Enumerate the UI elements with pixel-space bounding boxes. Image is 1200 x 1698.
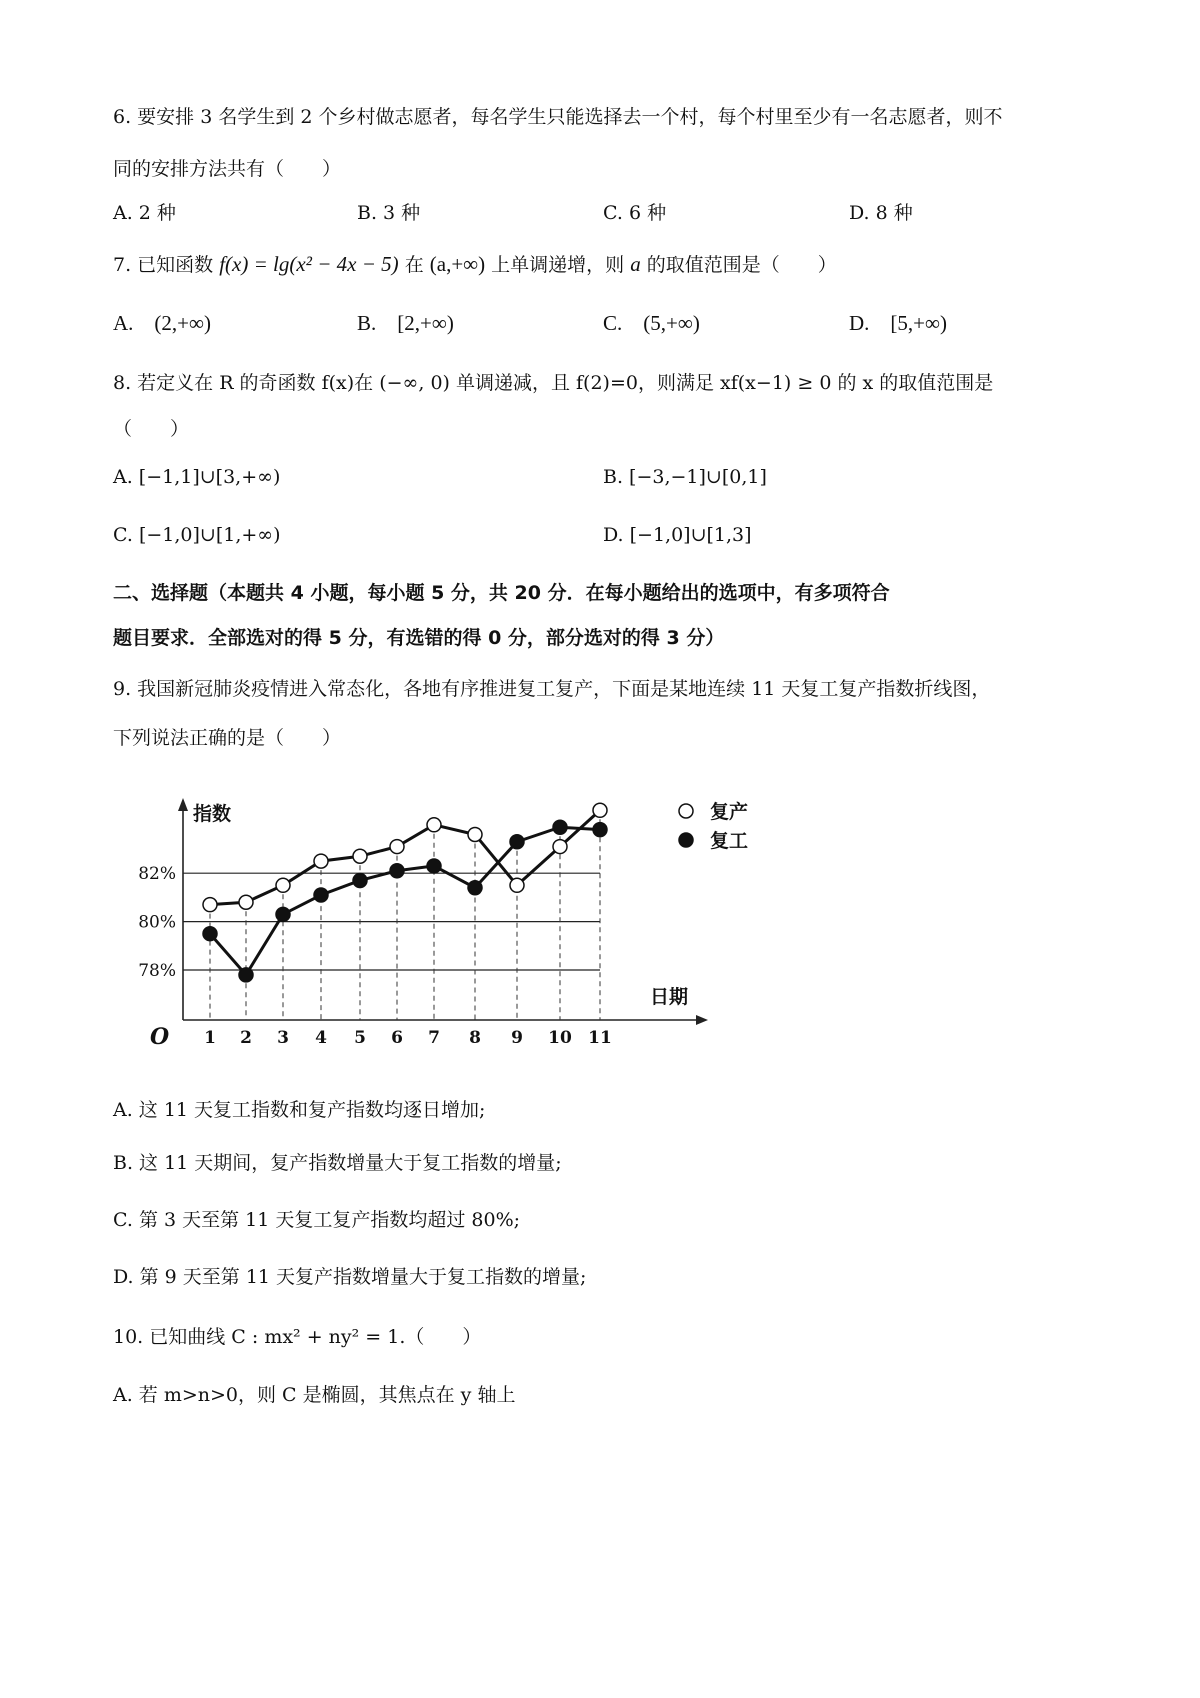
fuchan-point-day-1 (203, 898, 217, 912)
series-line-fuchan (210, 810, 600, 904)
q9-stem-line2: 下列说法正确的是（ ） (113, 727, 342, 749)
q9-option-d: D. 第 9 天至第 11 天复产指数增量大于复工指数的增量; (113, 1266, 587, 1288)
q7-option-b: B. [2,+∞) (357, 311, 454, 335)
q7-prefix: 7. 已知函数 (113, 254, 214, 276)
q7-end: 的取值范围是（ ） (646, 254, 837, 276)
x-tick-label: 3 (277, 1028, 289, 1048)
fuchan-point-day-5 (353, 849, 367, 863)
q7-option-c: C. (5,+∞) (603, 311, 700, 335)
q7-option-d: D. [5,+∞) (849, 311, 947, 335)
fugong-point-day-9 (510, 835, 524, 849)
x-tick-label: 8 (469, 1028, 481, 1048)
q6-option-d: D. 8 种 (849, 202, 913, 224)
y-axis-label: 指数 (193, 803, 232, 825)
fugong-point-day-2 (239, 968, 253, 982)
y-tick-label: 82% (138, 864, 176, 885)
fuchan-point-day-3 (276, 878, 290, 892)
x-tick-label: 10 (548, 1028, 572, 1048)
y-axis-arrow (178, 798, 188, 811)
x-tick-label: 2 (240, 1028, 252, 1048)
q8-option-c: C. [−1,0]∪[1,+∞) (113, 524, 281, 546)
x-tick-label: 9 (511, 1028, 523, 1048)
q6-stem-line2: 同的安排方法共有（ ） (113, 158, 342, 180)
q6-option-b: B. 3 种 (357, 202, 421, 224)
fuchan-point-day-4 (314, 854, 328, 868)
series-line-fugong (210, 827, 600, 975)
fuchan-point-day-2 (239, 895, 253, 909)
section2-heading-line2: 题目要求．全部选对的得 5 分，有选错的得 0 分，部分选对的得 3 分） (113, 627, 725, 649)
fugong-point-day-4 (314, 888, 328, 902)
y-tick-label: 78% (138, 961, 176, 981)
index-line-chart (0, 760, 800, 1140)
x-tick-label: 4 (315, 1028, 327, 1048)
fuchan-point-day-7 (427, 818, 441, 832)
x-axis-arrow (696, 1015, 708, 1025)
q8-option-b: B. [−3,−1]∪[0,1] (603, 466, 767, 488)
fugong-point-day-5 (353, 873, 367, 887)
fugong-point-day-11 (593, 823, 607, 837)
q9-option-a: A. 这 11 天复工指数和复产指数均逐日增加; (113, 1099, 486, 1121)
origin-label: O (150, 1024, 170, 1050)
legend-label-fuchan: 复产 (710, 801, 749, 823)
x-axis-label: 日期 (650, 986, 689, 1008)
x-tick-label: 1 (204, 1028, 216, 1048)
q6-stem-line1: 6. 要安排 3 名学生到 2 个乡村做志愿者，每名学生只能选择去一个村，每个村里至少有一名志愿者，则不 (113, 106, 1003, 128)
q7-mid: 在 (404, 254, 424, 276)
fuchan-point-day-6 (390, 840, 404, 854)
q9-option-b: B. 这 11 天期间，复产指数增量大于复工指数的增量; (113, 1152, 562, 1174)
x-tick-label: 11 (588, 1028, 612, 1048)
x-tick-label: 7 (428, 1028, 440, 1048)
fugong-point-day-7 (427, 859, 441, 873)
q9-stem-line1: 9. 我国新冠肺炎疫情进入常态化，各地有序推进复工复产，下面是某地连续 11 天复工复产指数折线图， (113, 678, 991, 700)
fugong-point-day-6 (390, 864, 404, 878)
legend-marker-fuchan (679, 804, 693, 818)
fugong-point-day-3 (276, 907, 290, 921)
fuchan-point-day-9 (510, 878, 524, 892)
q8-stem-line2: （ ） (113, 418, 190, 440)
legend-label-fugong: 复工 (710, 830, 749, 852)
fugong-point-day-8 (468, 881, 482, 895)
q7-var: a (630, 252, 641, 276)
q7-function: f(x) = lg(x² − 4x − 5) (219, 252, 399, 276)
q10-stem: 10. 已知曲线 C : mx² + ny² = 1.（ ） (113, 1326, 482, 1348)
legend-marker-fugong (679, 833, 693, 847)
q9-option-c: C. 第 3 天至第 11 天复工复产指数均超过 80%; (113, 1209, 521, 1231)
fugong-point-day-10 (553, 820, 567, 834)
q10-option-a: A. 若 m>n>0，则 C 是椭圆，其焦点在 y 轴上 (113, 1384, 516, 1406)
q8-option-d: D. [−1,0]∪[1,3] (603, 524, 752, 546)
x-tick-label: 5 (354, 1028, 366, 1048)
q8-stem-line1: 8. 若定义在 R 的奇函数 f(x)在 (−∞, 0) 单调递减，且 f(2)=0，则满足 xf(x−1) ≥ 0 的 x 的取值范围是 (113, 372, 994, 394)
fuchan-point-day-8 (468, 827, 482, 841)
q6-option-c: C. 6 种 (603, 202, 667, 224)
q6-option-a: A. 2 种 (113, 202, 176, 224)
x-tick-label: 6 (391, 1028, 403, 1048)
q7-suffix: 上单调递增，则 (491, 254, 625, 276)
q7-option-a: A. (2,+∞) (113, 311, 211, 335)
q8-option-a: A. [−1,1]∪[3,+∞) (113, 466, 281, 488)
fugong-point-day-1 (203, 927, 217, 941)
fuchan-point-day-10 (553, 840, 567, 854)
section2-heading-line1: 二、选择题（本题共 4 小题，每小题 5 分，共 20 分．在每小题给出的选项中，有多项符合 (113, 582, 890, 604)
q7-stem (113, 250, 837, 277)
fuchan-point-day-11 (593, 803, 607, 817)
y-tick-label: 80% (138, 912, 176, 933)
q7-interval: (a,+∞) (429, 252, 486, 276)
